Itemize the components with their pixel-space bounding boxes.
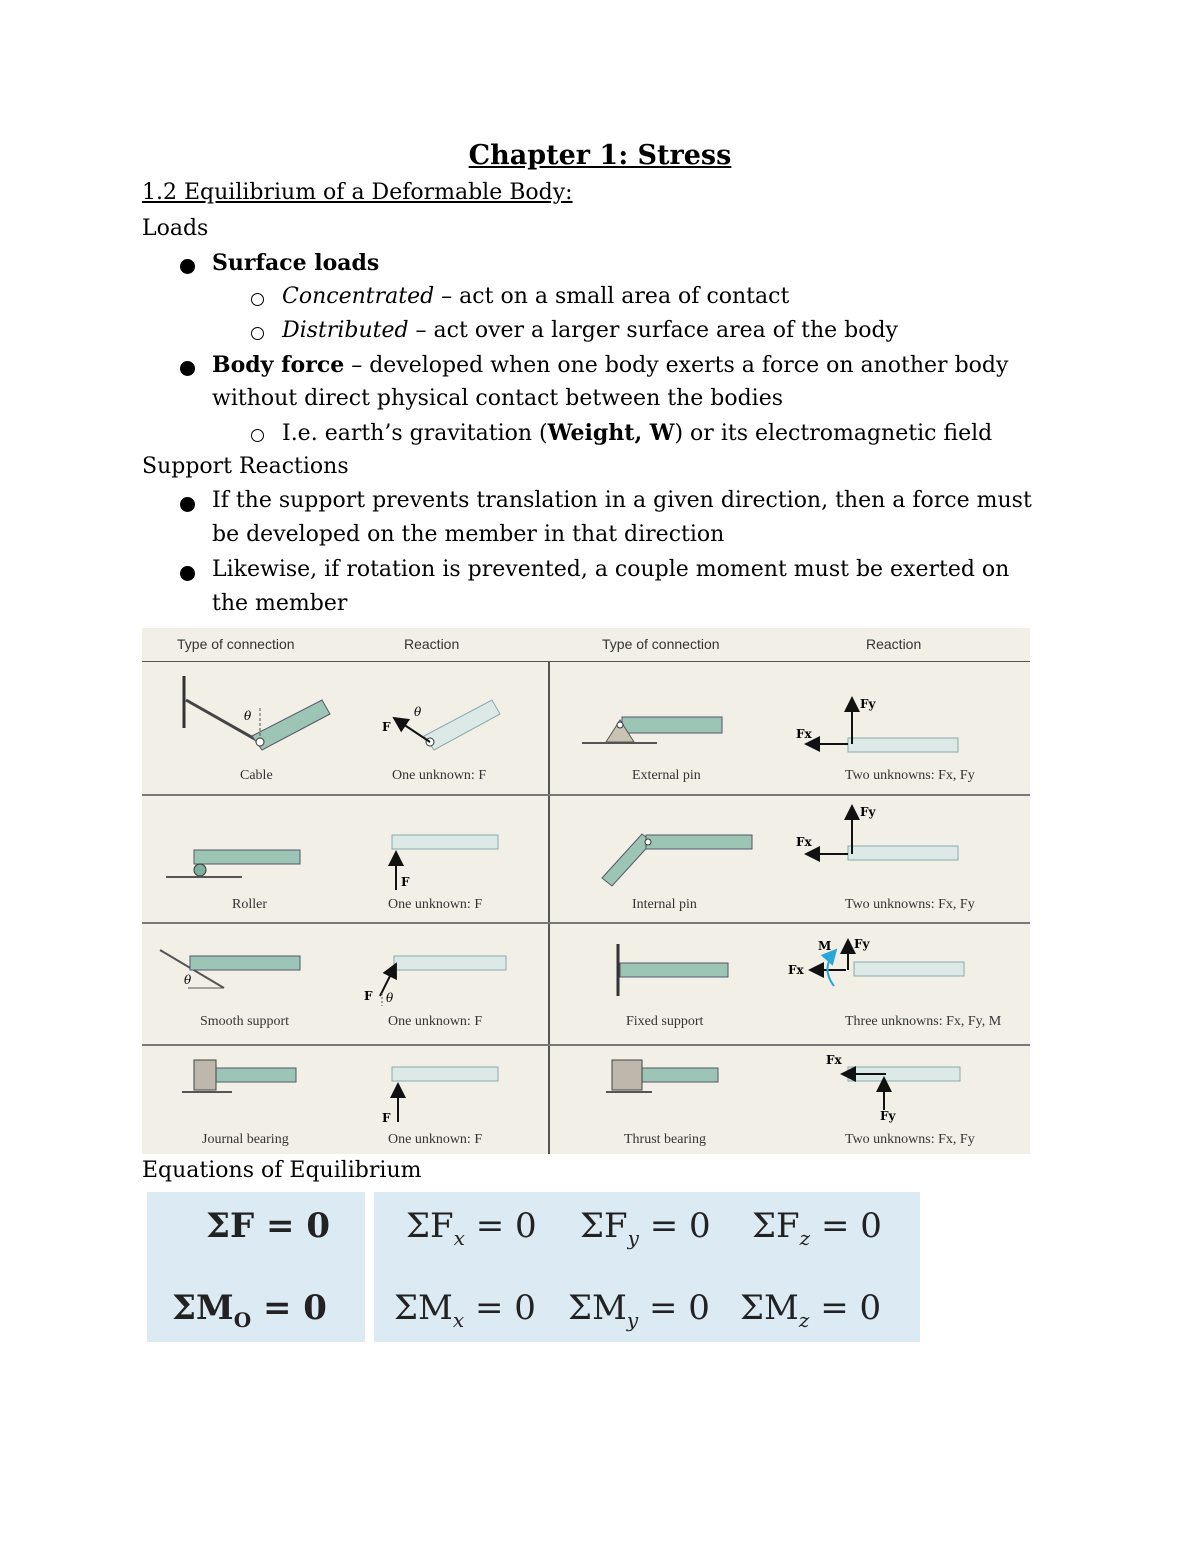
svg-text:θ: θ	[414, 705, 422, 719]
svg-text:M: M	[818, 939, 832, 953]
sum-fy: $\Sigma F_y = 0$	[580, 1206, 711, 1250]
svg-text:Fx: Fx	[796, 835, 812, 849]
svg-text:Fx: Fx	[796, 727, 812, 741]
svg-text:Fy: Fy	[854, 937, 870, 951]
sum-mz: $\Sigma M_z = 0$	[740, 1288, 882, 1332]
bullet-marker	[180, 497, 195, 512]
roller-reaction	[392, 835, 498, 890]
svg-text:θ: θ	[244, 709, 252, 723]
body-force-item-cont: without direct physical contact between the bodies	[212, 386, 784, 411]
fixed-support-reaction	[788, 937, 964, 986]
loads-heading: Loads	[142, 216, 209, 241]
svg-text:Fy: Fy	[860, 805, 876, 819]
svg-text:F: F	[382, 1111, 391, 1125]
chapter-title: Chapter 1: Stress	[468, 140, 732, 171]
distributed-item: Distributed – act over a larger surface area of the body	[282, 318, 898, 343]
svg-text:θ: θ	[386, 991, 394, 1005]
svg-text:F: F	[382, 720, 391, 734]
svg-text:Fy: Fy	[860, 697, 876, 711]
sum-fz: $\Sigma F_z = 0$	[752, 1206, 882, 1250]
internal-pin-reaction	[796, 805, 958, 860]
sum-my: $\Sigma M_y = 0$	[568, 1288, 710, 1332]
journal-bearing-reaction	[382, 1067, 498, 1125]
sum-moments-vector: $\Sigma M_O = 0$	[172, 1288, 327, 1332]
caption-external-pin: External pin	[632, 768, 701, 783]
sub-bullet-marker	[251, 429, 264, 442]
external-pin-reaction	[796, 697, 958, 752]
caption-journal-bearing-reaction: One unknown: F	[388, 1132, 483, 1147]
translation-item: If the support prevents translation in a given direction, then a force must	[212, 488, 1032, 513]
roller-diagram	[166, 850, 300, 877]
svg-text:Fx: Fx	[788, 963, 804, 977]
sum-fx: $\Sigma F_x = 0$	[406, 1206, 537, 1250]
rotation-item-cont: the member	[212, 591, 348, 616]
internal-pin-diagram	[602, 834, 752, 886]
caption-smooth-support: Smooth support	[200, 1014, 290, 1029]
journal-bearing-diagram	[182, 1060, 296, 1092]
thrust-bearing-reaction	[826, 1053, 960, 1123]
smooth-support-reaction	[364, 956, 506, 1006]
caption-roller: Roller	[232, 897, 267, 912]
caption-roller-reaction: One unknown: F	[388, 897, 483, 912]
caption-cable-reaction: One unknown: F	[392, 768, 487, 783]
smooth-support-diagram	[160, 950, 300, 988]
header-type-of-connection: Type of connection	[602, 636, 720, 652]
caption-fixed-support: Fixed support	[626, 1014, 704, 1029]
bullet-marker	[180, 566, 195, 581]
cable-reaction	[382, 700, 500, 750]
svg-text:Fx: Fx	[826, 1053, 842, 1067]
section-heading: 1.2 Equilibrium of a Deformable Body:	[142, 180, 573, 205]
caption-cable: Cable	[240, 768, 273, 783]
svg-text:F: F	[364, 989, 373, 1003]
svg-text:θ: θ	[184, 973, 192, 987]
caption-fixed-support-reaction: Three unknowns: Fx, Fy, M	[845, 1014, 1002, 1029]
header-type-of-connection: Type of connection	[177, 636, 295, 652]
external-pin-diagram	[582, 717, 722, 743]
sum-mx: $\Sigma M_x = 0$	[394, 1288, 536, 1332]
surface-loads-item: Surface loads	[212, 250, 380, 276]
caption-thrust-bearing-reaction: Two unknowns: Fx, Fy	[845, 1132, 975, 1147]
body-force-item: Body force – developed when one body exerts a force on another body	[212, 352, 1009, 378]
translation-item-cont: be developed on the member in that direction	[212, 522, 725, 547]
thrust-bearing-diagram	[606, 1060, 718, 1092]
equations-heading: Equations of Equilibrium	[142, 1158, 422, 1183]
caption-journal-bearing: Journal bearing	[202, 1132, 289, 1147]
sum-forces-vector: ΣF = 0	[206, 1206, 330, 1246]
svg-text:Fy: Fy	[880, 1109, 896, 1123]
sub-bullet-marker	[251, 327, 264, 340]
bullet-marker	[180, 259, 195, 274]
caption-smooth-support-reaction: One unknown: F	[388, 1014, 483, 1029]
sub-bullet-marker	[251, 293, 264, 306]
svg-text:F: F	[401, 875, 410, 889]
bullet-marker	[180, 361, 195, 376]
caption-thrust-bearing: Thrust bearing	[624, 1132, 707, 1147]
caption-external-pin-reaction: Two unknowns: Fx, Fy	[845, 768, 975, 783]
support-reactions-heading: Support Reactions	[142, 454, 349, 479]
caption-internal-pin: Internal pin	[632, 897, 697, 912]
header-reaction: Reaction	[866, 636, 922, 652]
support-reactions-table	[142, 628, 1030, 1154]
cable-diagram	[184, 676, 330, 750]
rotation-item: Likewise, if rotation is prevented, a couple moment must be exerted on	[212, 557, 1010, 582]
concentrated-item: Concentrated – act on a small area of contact	[282, 284, 790, 309]
support-diagrams	[142, 628, 1030, 1154]
header-reaction: Reaction	[404, 636, 460, 652]
caption-internal-pin-reaction: Two unknowns: Fx, Fy	[845, 897, 975, 912]
fixed-support-diagram	[618, 944, 728, 996]
gravitation-example: I.e. earth’s gravitation (Weight, W) or its electromagnetic field	[282, 420, 993, 446]
